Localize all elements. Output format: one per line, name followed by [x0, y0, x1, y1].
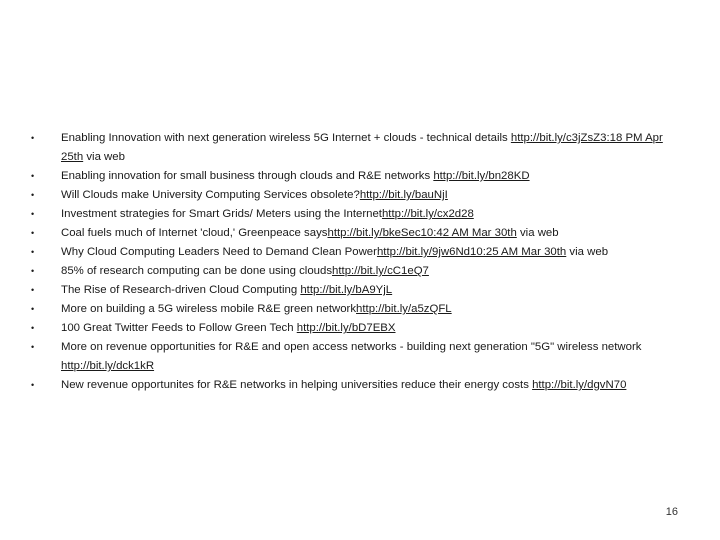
bullet-item-text: Will Clouds make University Computing Services obsolete?	[61, 189, 360, 201]
bullet-item	[28, 300, 668, 319]
bullet-dot-icon: •	[31, 247, 35, 257]
bullet-item-text: Coal fuels much of Internet 'cloud,' Greenpeace says	[61, 227, 328, 239]
bullet-dot-icon: •	[31, 209, 35, 219]
bullet-item-text: Enabling innovation for small business through clouds and R&E networks	[61, 170, 434, 182]
bullet-item-link[interactable]: http://bit.ly/9jw6Nd10:25 AM Mar 30th	[376, 246, 567, 258]
bullet-item-link[interactable]: http://bit.ly/dgvN70	[532, 379, 627, 391]
bullet-item-text: More on revenue opportunities for R&E and open access networks - building next generation "5G" wireless network	[61, 341, 642, 353]
bullet-item-link[interactable]: http://bit.ly/bA9YjL	[300, 284, 393, 296]
bullet-item-suffix: via web	[83, 151, 125, 163]
bullet-item-link[interactable]: http://bit.ly/bD7EBX	[296, 322, 396, 334]
bullet-dot-icon: •	[31, 228, 35, 238]
bullet-item	[28, 224, 668, 243]
bullet-dot-icon: •	[31, 285, 35, 295]
bullet-item-text: 100 Great Twitter Feeds to Follow Green Tech	[61, 322, 297, 334]
bullet-item	[28, 167, 668, 186]
bullet-item-text: New revenue opportunites for R&E networks in helping universities reduce their energy costs	[61, 379, 533, 391]
bullet-item	[28, 319, 668, 338]
bullet-item-link[interactable]: http://bit.ly/bauNjI	[359, 189, 448, 201]
bullet-dot-icon: •	[31, 133, 35, 143]
bullet-item-link[interactable]: http://bit.ly/cC1eQ7	[332, 265, 429, 277]
bullet-item	[28, 376, 668, 395]
bullet-dot-icon: •	[31, 171, 35, 181]
bullet-item-suffix: via web	[566, 246, 609, 258]
page-number: 16	[665, 506, 678, 518]
bullet-dot-icon: •	[31, 190, 35, 200]
bullet-dot-icon: •	[31, 304, 35, 314]
bullet-item-link[interactable]: http://bit.ly/dck1kR	[61, 360, 155, 372]
bullet-item-link[interactable]: http://bit.ly/bkeSec10:42 AM Mar 30th	[327, 227, 517, 239]
bullet-dot-icon: •	[31, 342, 35, 352]
bullet-dot-icon: •	[31, 380, 35, 390]
bullet-dot-icon: •	[31, 266, 35, 276]
bullet-item-text: The Rise of Research-driven Cloud Computing	[61, 284, 301, 296]
bullet-item-link[interactable]: http://bit.ly/c3jZsZ3:18 PM Apr 25th	[61, 132, 663, 163]
bullet-item-text: Why Cloud Computing Leaders Need to Demand Clean Power	[61, 246, 377, 258]
bullet-item	[28, 338, 668, 376]
bullet-item	[28, 129, 668, 167]
bullet-item-text: Enabling Innovation with next generation wireless 5G Internet + clouds - technical details	[61, 132, 511, 144]
bullet-item	[28, 205, 668, 224]
bullet-item	[28, 186, 668, 205]
bullet-item-suffix: via web	[516, 227, 559, 239]
bullet-item-link[interactable]: http://bit.ly/cx2d28	[381, 208, 474, 220]
bullet-item-text: 85% of research computing can be done using clouds	[61, 265, 333, 277]
bullet-list	[28, 129, 668, 395]
bullet-item-text: More on building a 5G wireless mobile R&E green network	[61, 303, 357, 315]
bullet-item-text: Investment strategies for Smart Grids/ Meters using the Internet	[61, 208, 382, 220]
bullet-item	[28, 243, 668, 262]
bullet-item	[28, 262, 668, 281]
bullet-dot-icon: •	[31, 323, 35, 333]
bullet-item	[28, 281, 668, 300]
bullet-item-link[interactable]: http://bit.ly/a5zQFL	[356, 303, 452, 315]
bullet-item-link[interactable]: http://bit.ly/bn28KD	[433, 170, 530, 182]
